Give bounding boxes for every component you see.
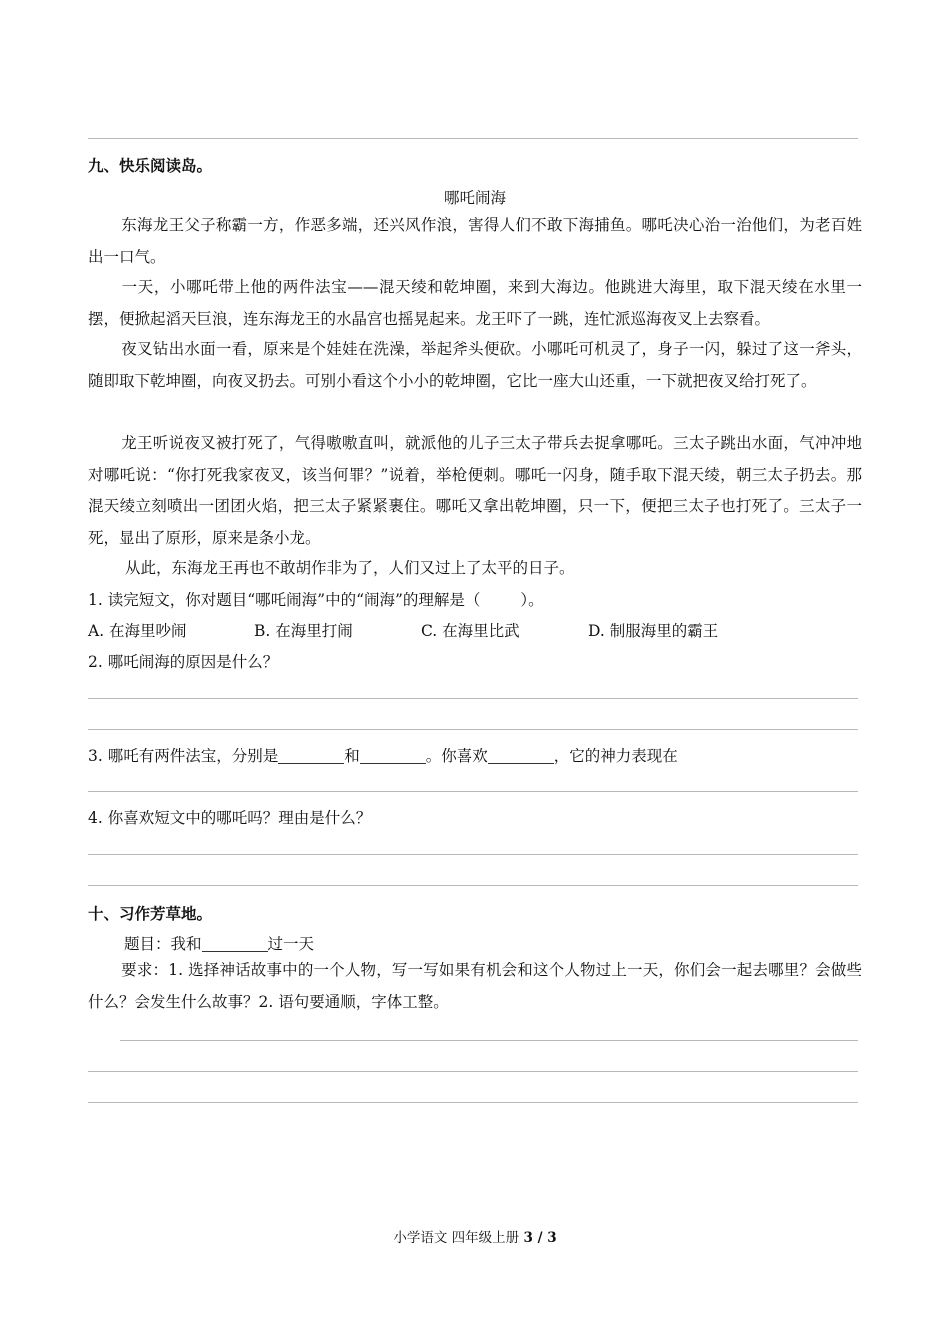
question-3: 3. 哪吒有两件法宝，分别是 和 。你喜欢 ，它的神力表现在 xyxy=(88,747,678,765)
story-paragraph-4: 龙王听说夜叉被打死了，气得嗷嗷直叫，就派他的儿子三太子带兵去捉拿哪吒。三太子跳出水面，气冲冲地对哪吒说：“你打死我家夜叉，该当何罪？”说着，举枪便刺。哪吒一闪身，随手取下混天绫，朝三太子扔去。那混天绫立刻喷出一团团火焰，把三太子紧紧裹住。哪吒又拿出乾坤圈，只一下，便把三太子也打死了。三太子一死，显出了原形，原来是条小龙。 xyxy=(88,434,862,547)
option-d[interactable]: D. 制服海里的霸王 xyxy=(588,622,719,640)
essay-requirement: 要求：1. 选择神话故事中的一个人物，写一写如果有机会和这个人物过上一天，你们会一起去哪里？会做些什么？会发生什么故事？2. 语句要通顺，字体工整。 xyxy=(88,961,862,1011)
writing-line[interactable] xyxy=(120,1040,858,1041)
answer-line[interactable] xyxy=(88,729,858,730)
section-10-heading: 十、习作芳草地。 xyxy=(88,904,213,923)
story-paragraph-3: 夜叉钻出水面一看，原来是个娃娃在洗澡，举起斧头便砍。小哪吒可机灵了，身子一闪，躲过了这一斧头，随即取下乾坤圈，向夜叉扔去。可别小看这个小小的乾坤圈，它比一座大山还重，一下就把夜叉给打死了。 xyxy=(88,340,862,390)
page-number: 3 / 3 xyxy=(523,1230,557,1246)
story-paragraph-2: 一天，小哪吒带上他的两件法宝——混天绫和乾坤圈，来到大海边。他跳进大海里，取下混天绫在水里一摆，便掀起滔天巨浪，连东海龙王的水晶宫也摇晃起来。龙王吓了一跳，连忙派巡海夜叉上去察看。 xyxy=(88,278,862,328)
story-title: 哪吒闹海 xyxy=(443,189,506,207)
answer-line[interactable] xyxy=(88,791,858,792)
section-9-heading: 九、快乐阅读岛。 xyxy=(88,156,213,175)
answer-line[interactable] xyxy=(88,698,858,699)
question-4: 4. 你喜欢短文中的哪吒吗？理由是什么？ xyxy=(88,809,372,827)
question-2: 2. 哪吒闹海的原因是什么？ xyxy=(88,653,279,671)
page-footer xyxy=(0,1226,950,1246)
answer-line[interactable] xyxy=(88,885,858,886)
answer-line[interactable] xyxy=(88,854,858,855)
topic-blank[interactable] xyxy=(202,936,268,953)
fill-blank[interactable] xyxy=(278,748,344,765)
footer-label: 小学语文 四年级上册 xyxy=(393,1230,520,1246)
option-b[interactable]: B. 在海里打闹 xyxy=(254,622,353,640)
fill-blank[interactable] xyxy=(360,748,426,765)
writing-line[interactable] xyxy=(88,1102,858,1103)
story-paragraph-5: 从此，东海龙王再也不敢胡作非为了，人们又过上了太平的日子。 xyxy=(125,559,575,577)
question-1: 1. 读完短文，你对题目“哪吒闹海”中的“闹海”的理解是（ ）。 xyxy=(88,591,544,609)
option-c[interactable]: C. 在海里比武 xyxy=(421,622,520,640)
option-a[interactable]: A. 在海里吵闹 xyxy=(88,622,187,640)
essay-topic: 题目：我和 过一天 xyxy=(124,935,315,953)
fill-blank[interactable] xyxy=(488,748,554,765)
writing-line[interactable] xyxy=(88,1071,858,1072)
story-paragraph-1: 东海龙王父子称霸一方，作恶多端，还兴风作浪，害得人们不敢下海捕鱼。哪吒决心治一治他们，为老百姓出一口气。 xyxy=(88,216,862,266)
top-divider xyxy=(88,138,858,139)
